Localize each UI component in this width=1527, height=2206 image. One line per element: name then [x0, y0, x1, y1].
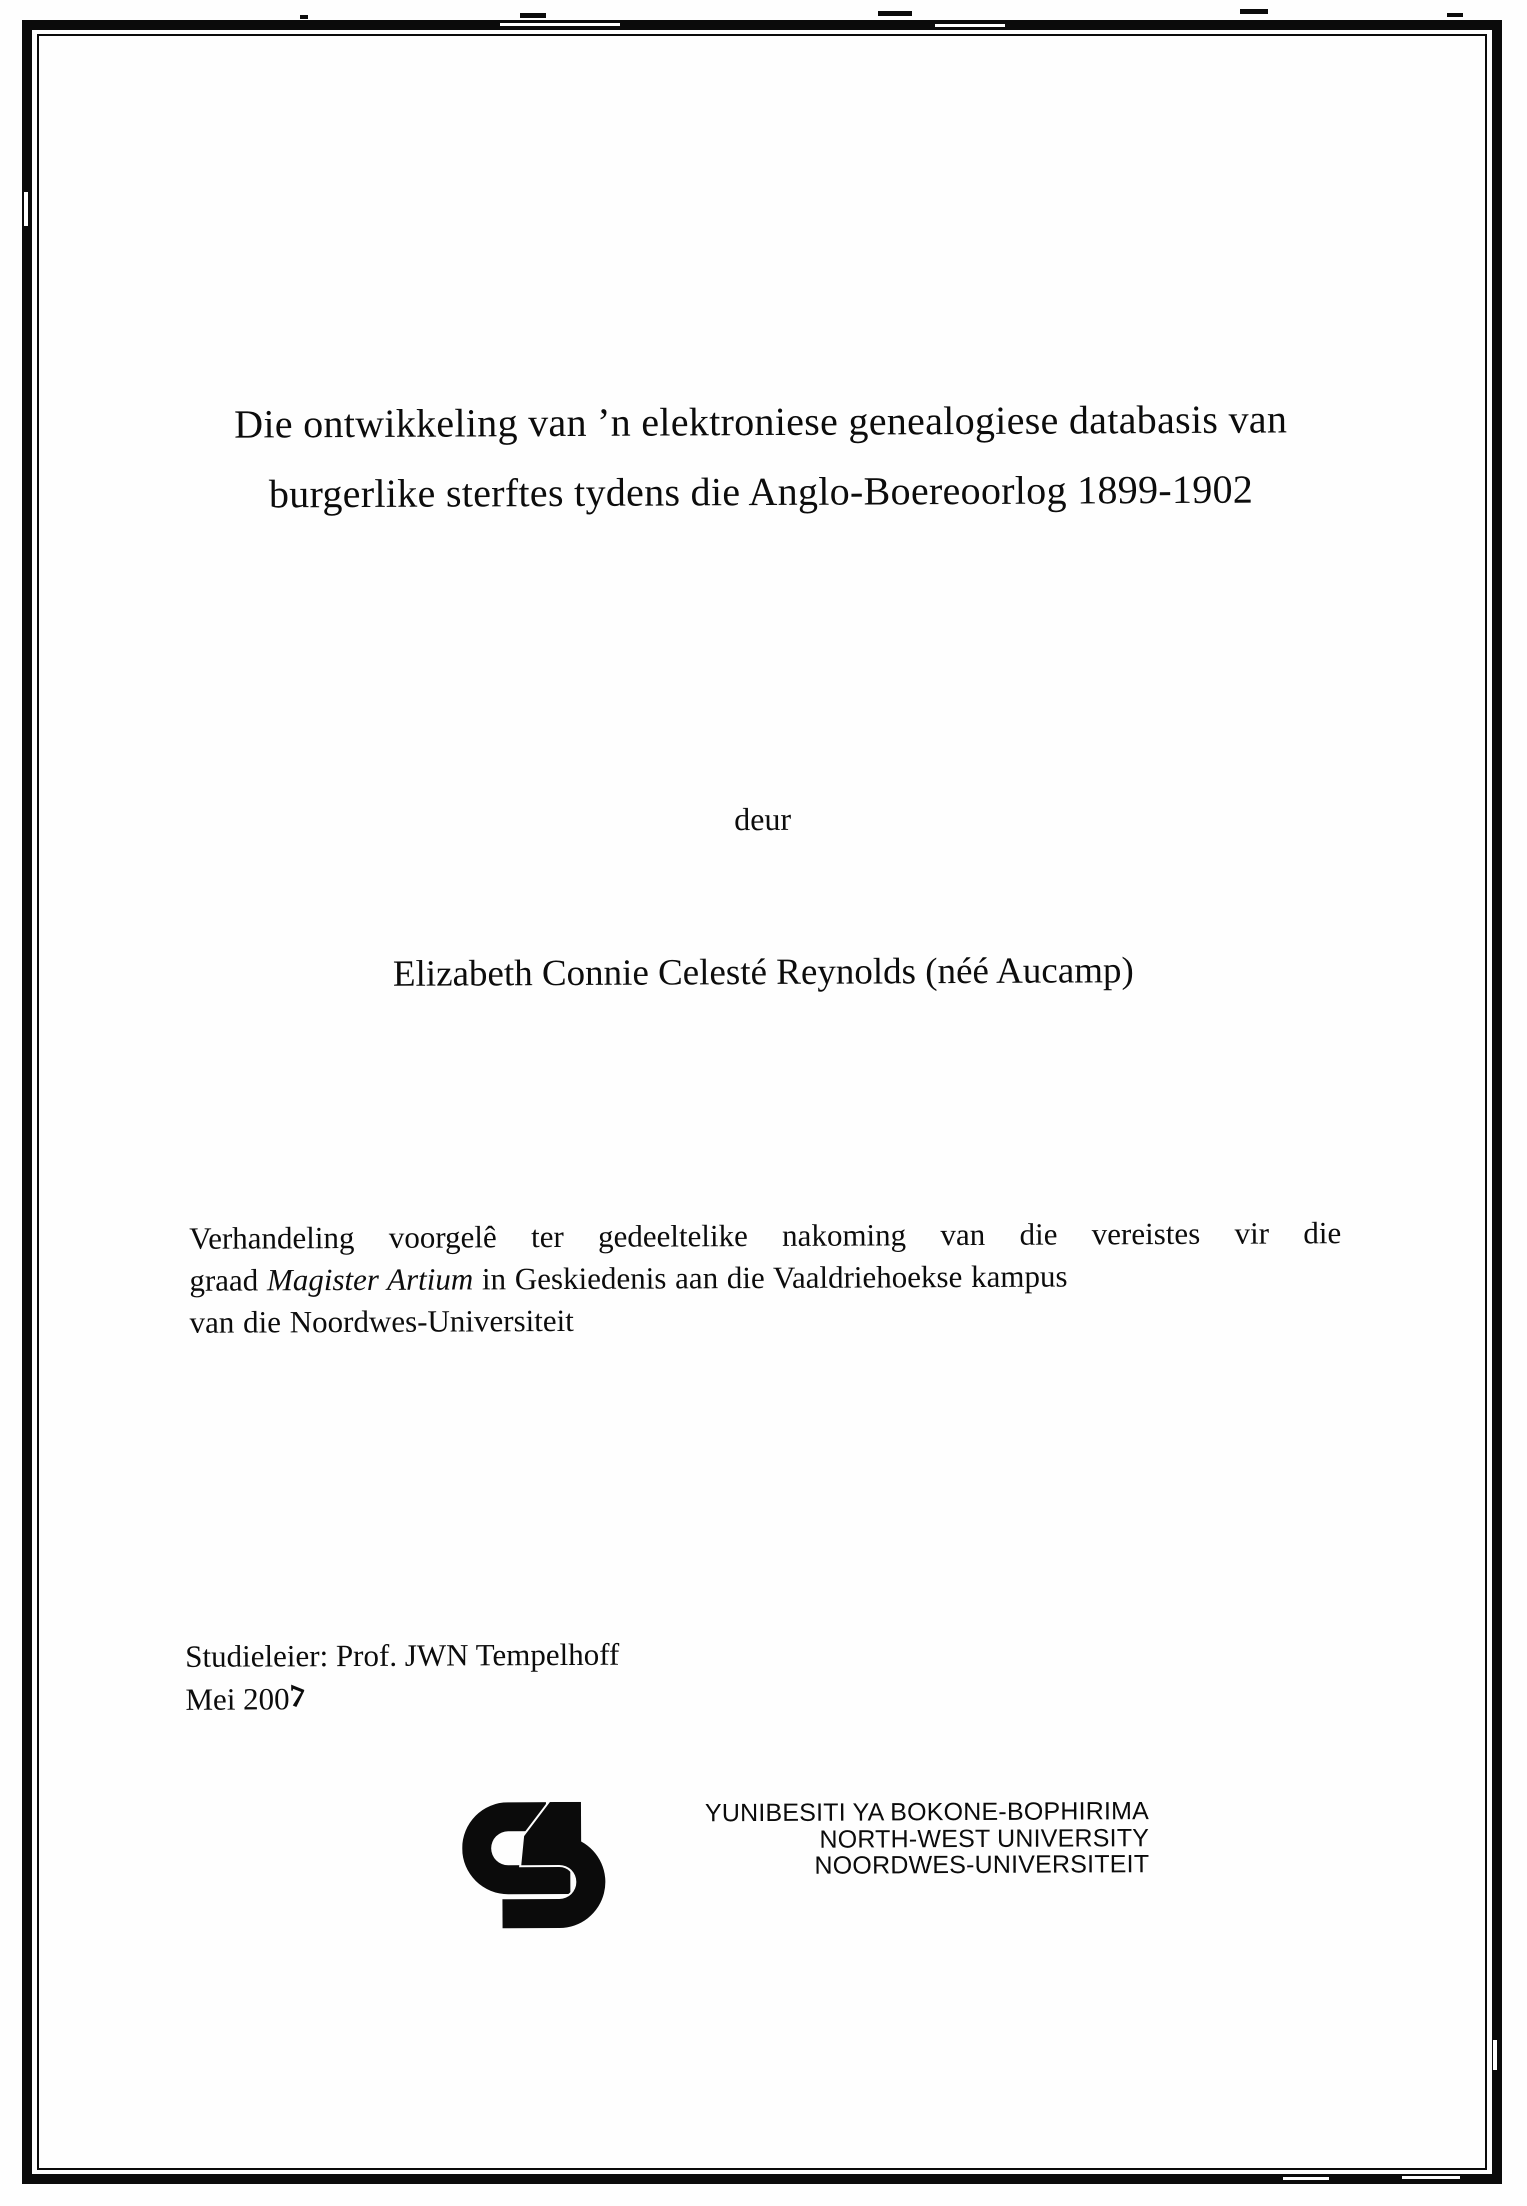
statement-degree-name: Magister Artium: [266, 1261, 474, 1298]
logo-text-english: NORTH-WEST UNIVERSITY: [819, 1823, 1150, 1854]
thesis-title-line1: Die ontwikkeling van ’n elektroniese genealogiese databasis van: [234, 396, 1288, 447]
statement-line2: [189, 1254, 1341, 1302]
thesis-title: [182, 384, 1340, 530]
supervisor-block: [185, 1630, 1085, 1720]
byline-preposition: deur: [734, 800, 792, 838]
date-last-digit: 7: [289, 1676, 306, 1718]
statement-line2-post: in Geskiedenis aan die Vaaldriehoekse kampus: [473, 1258, 1068, 1297]
date-prefix: Mei 200: [185, 1681, 290, 1717]
statement-line1: Verhandeling voorgelê ter gedeeltelike nakoming van die vereistes vir die: [189, 1215, 1342, 1256]
thesis-title-line2: burgerlike sterftes tydens die Anglo-Boereoorlog 1899-1902: [268, 466, 1254, 517]
logo-text-afrikaans: NOORDWES-UNIVERSITEIT: [814, 1850, 1150, 1880]
logo-text-setswana: YUNIBESITI YA BOKONE-BOPHIRIMA: [704, 1797, 1150, 1828]
statement-line3: van die Noordwes-Universiteit: [189, 1302, 574, 1340]
thesis-statement: [189, 1212, 1342, 1344]
date-line: [185, 1673, 1085, 1720]
university-logo-text: [549, 1798, 1149, 1880]
statement-line2-pre: graad: [189, 1262, 268, 1298]
author-name: Elizabeth Connie Celesté Reynolds (néé Aucamp): [392, 950, 1134, 995]
supervisor-line: Studieleier: Prof. JWN Tempelhoff: [185, 1636, 620, 1674]
